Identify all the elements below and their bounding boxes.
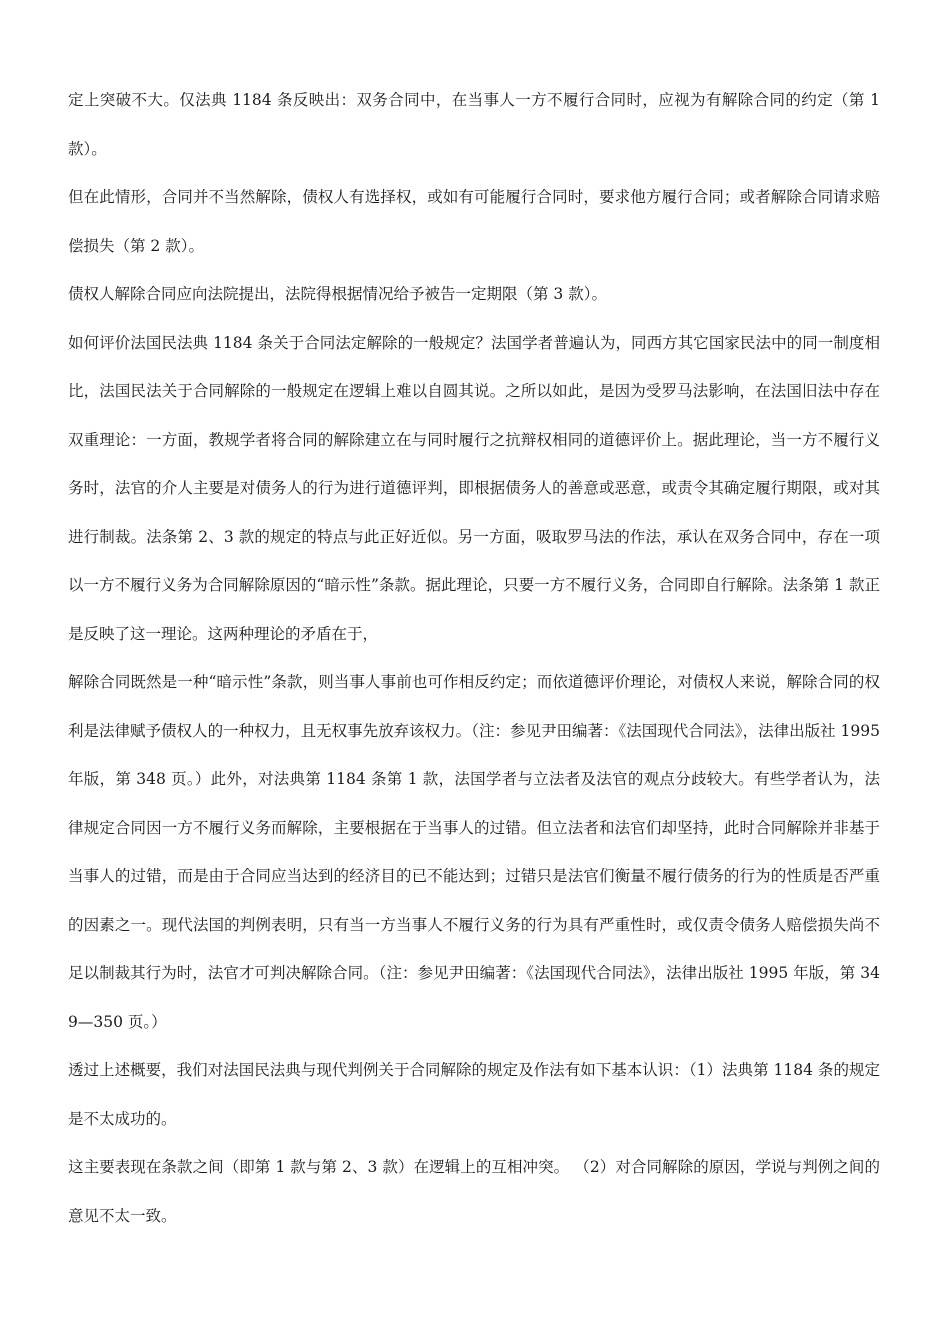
paragraph-7: 这主要表现在条款之间（即第 1 款与第 2、3 款）在逻辑上的互相冲突。 （2）对合同解除的原因，学说与判例之间的意见不太一致。: [68, 1158, 880, 1225]
paragraph-1: 定上突破不大。仅法典 1184 条反映出：双务合同中，在当事人一方不履行合同时，应视为有解除合同的约定（第 1 款）。: [68, 91, 880, 158]
document-body: [68, 76, 880, 1240]
paragraph-4: 如何评价法国民法典 1184 条关于合同法定解除的一般规定？法国学者普遍认为，同西方其它国家民法中的同一制度相比，法国民法关于合同解除的一般规定在逻辑上难以自圆其说。之所以如此，是因为受罗马法影响，在法国旧法中存在双重理论：一方面，教规学者将合同的解除建立在与同时履行之抗辩权相同的道德评价上。据此理论，当一方不履行义务时，法官的介人主要是对债务人的行为进行道德评判，即根据债务人的善意或恶意，或责令其确定履行期限，或对其进行制裁。法条第 2、3 款的规定的特点与此正好近似。另一方面，吸取罗马法的作法，承认在双务合同中，存在一项以一方不履行义务为合同解除原因的“暗示性”条款。据此理论，只要一方不履行义务，合同即自行解除。法条第 1 款正是反映了这一理论。这两种理论的矛盾在于，: [68, 333, 880, 643]
paragraph-5: 解除合同既然是一种“暗示性”条款，则当事人事前也可作相反约定；而依道德评价理论，对债权人来说，解除合同的权利是法律赋予债权人的一种权力，且无权事先放弃该权力。（注：参见尹田编著：《法国现代合同法》，法律出版社 1995 年版，第 348 页。）此外，对法典第 1184 条第 1 款，法国学者与立法者及法官的观点分歧较大。有些学者认为，法律规定合同因一方不履行义务而解除，主要根据在于当事人的过错。但立法者和法官们却坚持，此时合同解除并非基于当事人的过错，而是由于合同应当达到的经济目的已不能达到；过错只是法官们衡量不履行债务的行为的性质是否严重的因素之一。现代法国的判例表明，只有当一方当事人不履行义务的行为具有严重性时，或仅责令债务人赔偿损失尚不足以制裁其行为时，法官才可判决解除合同。（注：参见尹田编著：《法国现代合同法》，法律出版社 1995 年版，第 349—350 页。）: [68, 673, 880, 1031]
paragraph-2: 但在此情形，合同并不当然解除，债权人有选择权，或如有可能履行合同时，要求他方履行合同；或者解除合同请求赔偿损失（第 2 款）。: [68, 188, 880, 255]
paragraph-6: 透过上述概要，我们对法国民法典与现代判例关于合同解除的规定及作法有如下基本认识：（1）法典第 1184 条的规定是不太成功的。: [68, 1061, 880, 1128]
paragraph-3: 债权人解除合同应向法院提出，法院得根据情况给予被告一定期限（第 3 款）。: [68, 285, 607, 303]
